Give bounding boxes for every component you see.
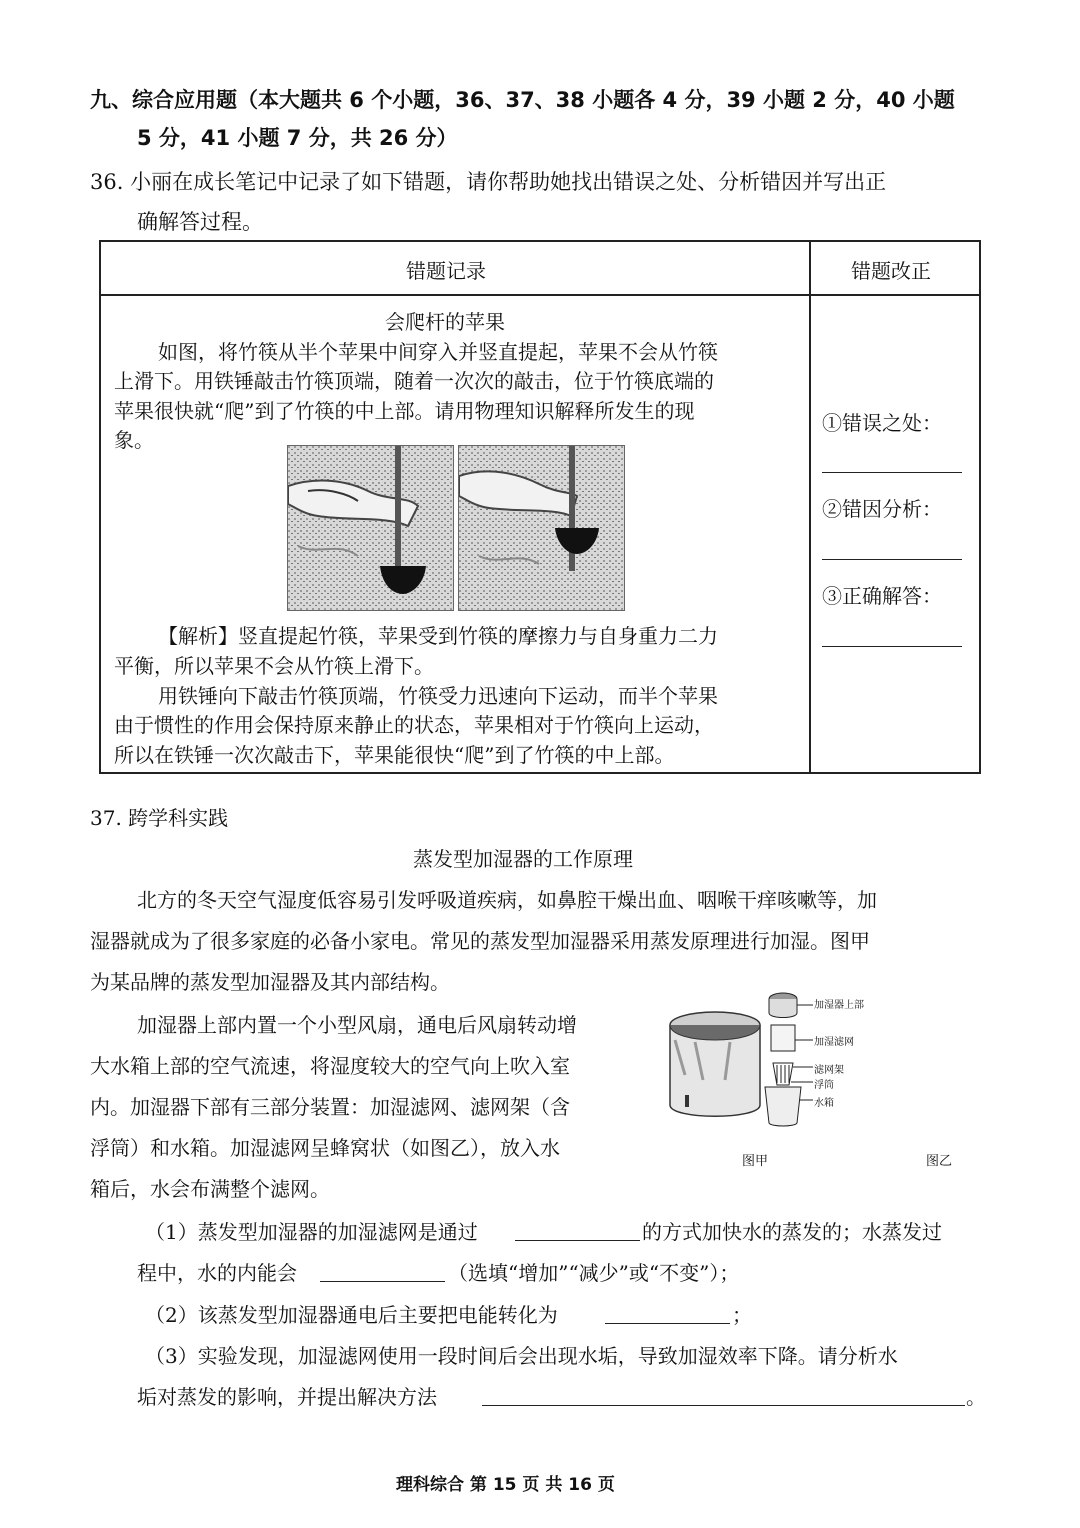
q37-heading: 37. 跨学科实践 xyxy=(90,806,229,830)
para1-line-2: 湿器就成为了很多家庭的必备小家电。常见的蒸发型加湿器采用蒸发原理进行加湿。图甲 xyxy=(90,929,870,953)
para2-line-5: 箱后，水会布满整个滤网。 xyxy=(90,1177,330,1201)
sub1-text-a: （1）蒸发型加湿器的加湿滤网是通过 xyxy=(145,1220,478,1244)
correction-error-location: ①错误之处： xyxy=(822,411,942,435)
analysis-line-1: 【解析】竖直提起竹筷，苹果受到竹筷的摩擦力与自身重力二力 xyxy=(158,624,718,648)
q36-intro-line1: 36. 小丽在成长笔记中记录了如下错题，请你帮助她找出错误之处、分析错因并写出正 xyxy=(90,170,887,194)
answer-blank-sub1-energy[interactable] xyxy=(320,1281,445,1282)
q36-intro-line2: 确解答过程。 xyxy=(137,210,263,234)
para2-line-2: 大水箱上部的空气流速，将湿度较大的空气向上吹入室 xyxy=(90,1054,570,1078)
figure-caption-b: 图乙 xyxy=(926,1154,953,1169)
analysis-line-3: 用铁锤向下敲击竹筷顶端，竹筷受力迅速向下运动，而半个苹果 xyxy=(158,684,718,708)
para2-line-4: 浮筒）和水箱。加湿滤网呈蜂窝状（如图乙），放入水 xyxy=(90,1136,560,1160)
label-filter: 加湿滤网 xyxy=(814,1037,854,1048)
sub3-text-b: 垢对蒸发的影响，并提出解决方法 xyxy=(137,1385,437,1409)
label-float: 浮筒 xyxy=(814,1080,834,1091)
figure-caption-a: 图甲 xyxy=(742,1154,769,1169)
section-heading-line1: 九、综合应用题（本大题共 6 个小题，36、37、38 小题各 4 分，39 小题 2 分，40 小题 xyxy=(90,88,955,112)
section-heading-line2: 5 分，41 小题 7 分，共 26 分） xyxy=(137,126,458,150)
problem-line-3: 苹果很快就“爬”到了竹筷的中上部。请用物理知识解释所发生的现 xyxy=(114,399,695,423)
analysis-line-2: 平衡，所以苹果不会从竹筷上滑下。 xyxy=(114,654,434,678)
sub1-text-c: 程中，水的内能会 xyxy=(137,1261,297,1285)
answer-blank-right-answer[interactable] xyxy=(822,646,962,647)
para1-line-1: 北方的冬天空气湿度低容易引发呼吸道疾病，如鼻腔干燥出血、咽喉干痒咳嗽等，加 xyxy=(137,888,877,912)
sub2-text-b: ； xyxy=(732,1303,752,1327)
sub2-text-a: （2）该蒸发型加湿器通电后主要把电能转化为 xyxy=(145,1303,558,1327)
answer-blank-error-location[interactable] xyxy=(822,472,962,473)
page-footer: 理科综合 第 15 页 共 16 页 xyxy=(396,1475,615,1495)
humidifier-body-image xyxy=(670,1012,760,1116)
table-header-divider xyxy=(101,294,979,296)
answer-blank-sub2[interactable] xyxy=(605,1323,730,1324)
apple-photo-2 xyxy=(458,445,625,611)
analysis-line-4: 由于惯性的作用会保持原来静止的状态，苹果相对于竹筷向上运动， xyxy=(114,713,714,737)
table-header-record: 错题记录 xyxy=(406,259,486,283)
answer-blank-sub3[interactable] xyxy=(482,1405,965,1406)
label-humidifier-top: 加湿器上部 xyxy=(814,1000,864,1011)
answer-blank-sub1-method[interactable] xyxy=(515,1240,640,1241)
para2-line-3: 内。加湿器下部有三部分装置：加湿滤网、滤网架（含 xyxy=(90,1095,570,1119)
table-column-divider xyxy=(809,242,811,772)
para2-line-1: 加湿器上部内置一个小型风扇，通电后风扇转动增 xyxy=(137,1013,577,1037)
sub3-text-a: （3）实验发现，加湿滤网使用一段时间后会出现水垢，导致加湿效率下降。请分析水 xyxy=(145,1344,898,1368)
problem-title: 会爬杆的苹果 xyxy=(385,310,505,334)
table-header-correction: 错题改正 xyxy=(851,259,931,283)
correction-right-answer: ③正确解答： xyxy=(822,584,942,608)
label-tank: 水箱 xyxy=(814,1098,834,1109)
para1-line-3: 为某品牌的蒸发型加湿器及其内部结构。 xyxy=(90,970,450,994)
answer-blank-cause-analysis[interactable] xyxy=(822,559,962,560)
sub3-text-c: 。 xyxy=(966,1385,986,1409)
analysis-line-5: 所以在铁锤一次次敲击下，苹果能很快“爬”到了竹筷的中上部。 xyxy=(114,743,675,767)
sub1-text-d: （选填“增加”“减少”或“不变”）； xyxy=(448,1261,740,1285)
correction-cause-analysis: ②错因分析： xyxy=(822,497,942,521)
label-rack: 滤网架 xyxy=(814,1065,844,1076)
article-title: 蒸发型加湿器的工作原理 xyxy=(413,847,633,871)
problem-line-1: 如图，将竹筷从半个苹果中间穿入并竖直提起，苹果不会从竹筷 xyxy=(158,340,718,364)
apple-photo-1 xyxy=(287,445,454,611)
exploded-parts-image xyxy=(765,993,813,1126)
problem-line-4: 象。 xyxy=(114,428,154,452)
sub1-text-b: 的方式加快水的蒸发的；水蒸发过 xyxy=(642,1220,942,1244)
problem-line-2: 上滑下。用铁锤敲击竹筷顶端，随着一次次的敲击，位于竹筷底端的 xyxy=(114,369,714,393)
